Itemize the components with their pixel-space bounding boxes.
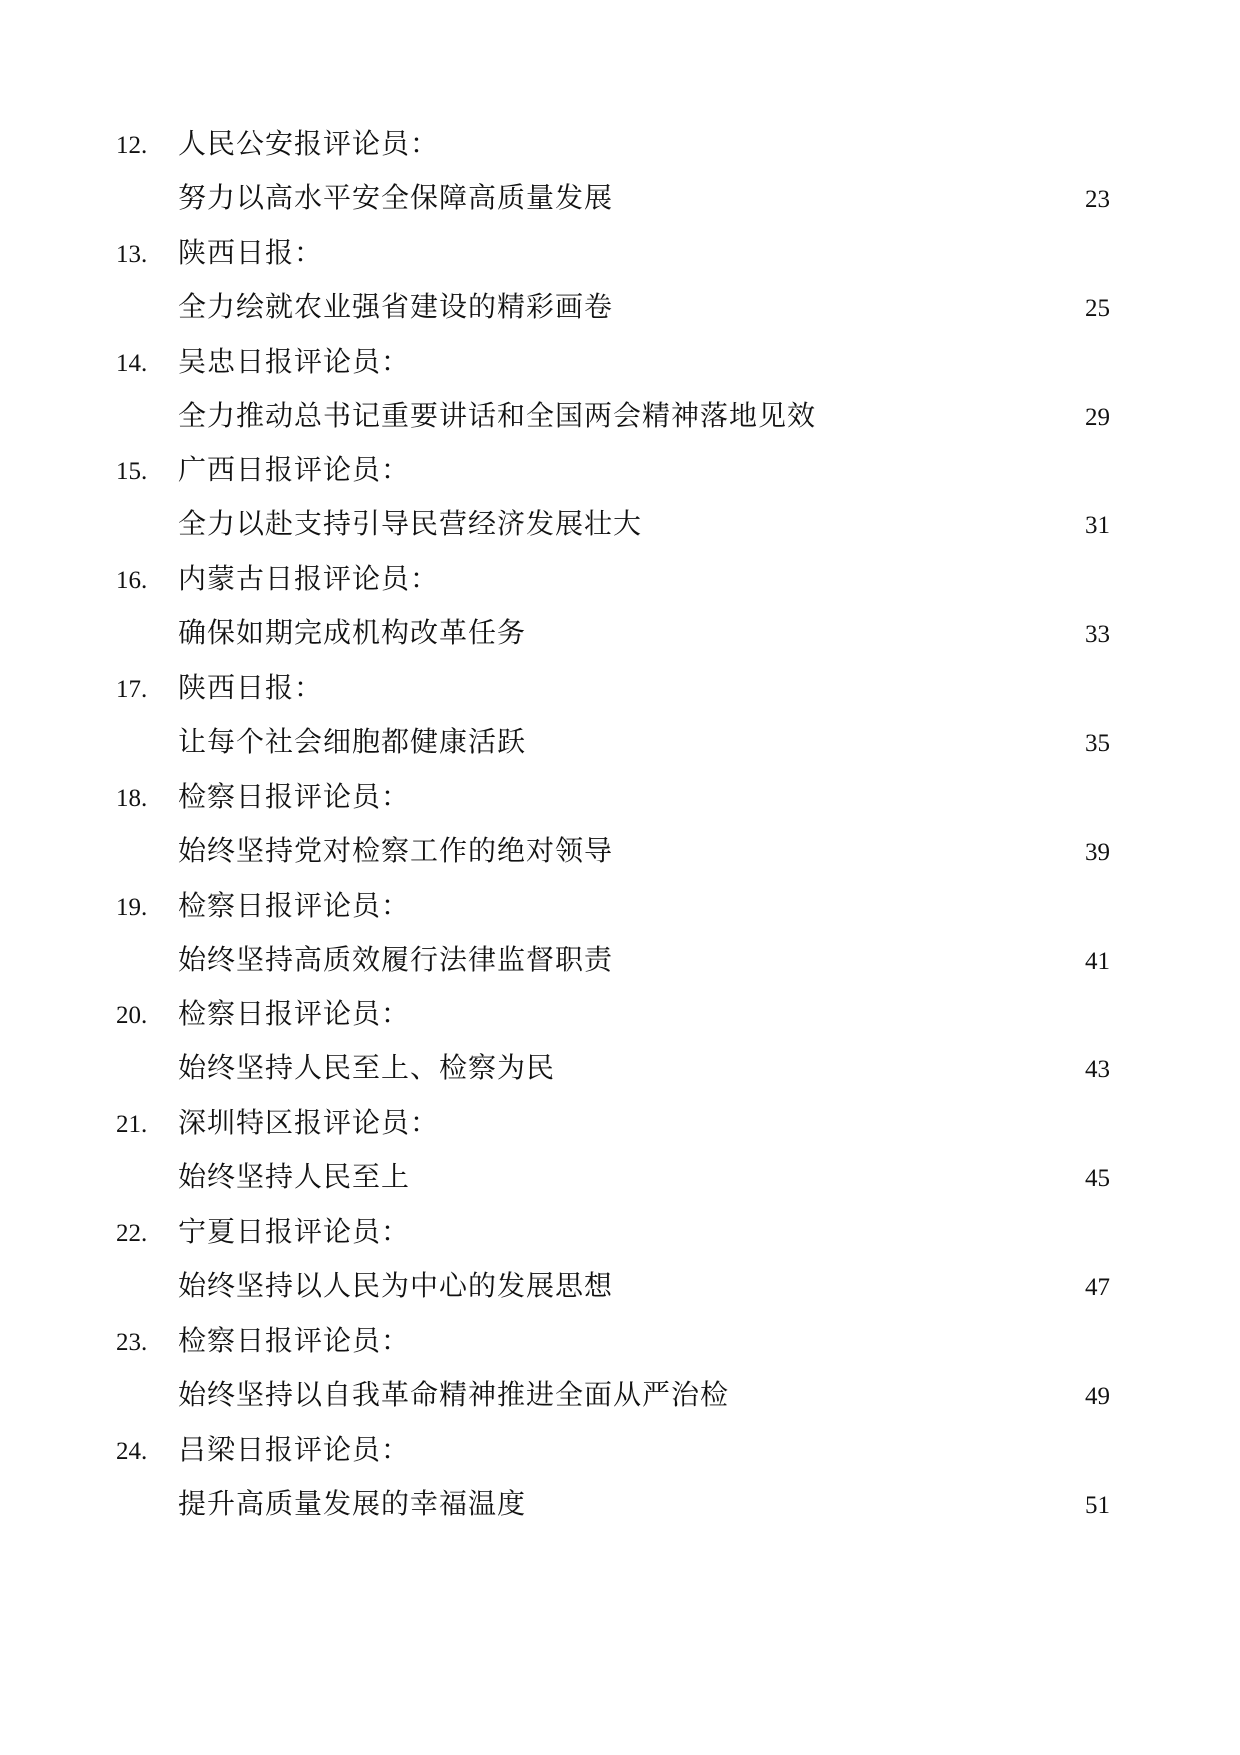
entry-number: 17. bbox=[116, 675, 148, 703]
entry-source: 内蒙古日报评论员： bbox=[178, 562, 440, 596]
toc-source-line bbox=[0, 669, 1240, 723]
toc-entry[interactable] bbox=[0, 1322, 1240, 1431]
toc-entry[interactable] bbox=[0, 560, 1240, 669]
entry-title[interactable]: 始终坚持以自我革命精神推进全面从严治检 bbox=[178, 1377, 730, 1411]
toc-source-line bbox=[0, 234, 1240, 288]
entry-title[interactable]: 提升高质量发展的幸福温度 bbox=[178, 1486, 527, 1520]
toc-entry[interactable] bbox=[0, 1431, 1240, 1540]
entry-number: 18. bbox=[116, 784, 148, 812]
entry-title[interactable]: 始终坚持高质效履行法律监督职责 bbox=[178, 942, 614, 976]
toc-entry[interactable] bbox=[0, 1213, 1240, 1322]
entry-title[interactable]: 始终坚持党对检察工作的绝对领导 bbox=[178, 833, 614, 867]
toc-entry[interactable] bbox=[0, 669, 1240, 778]
entry-title[interactable]: 确保如期完成机构改革任务 bbox=[178, 616, 527, 650]
entry-page-number: 31 bbox=[1085, 512, 1110, 540]
toc-entry[interactable] bbox=[0, 887, 1240, 996]
entry-source: 陕西日报： bbox=[178, 670, 324, 704]
toc-source-line bbox=[0, 1431, 1240, 1485]
toc-title-line[interactable] bbox=[0, 1376, 1240, 1430]
toc-entry[interactable] bbox=[0, 234, 1240, 343]
entry-page-number: 35 bbox=[1085, 729, 1110, 757]
entry-number: 20. bbox=[116, 1002, 148, 1030]
toc-title-line[interactable] bbox=[0, 614, 1240, 668]
toc-source-line bbox=[0, 887, 1240, 941]
entry-page-number: 23 bbox=[1085, 186, 1110, 213]
entry-number: 23. bbox=[116, 1328, 148, 1356]
entry-page-number: 33 bbox=[1085, 621, 1110, 649]
toc-entry[interactable] bbox=[0, 1104, 1240, 1213]
entry-title[interactable]: 始终坚持人民至上 bbox=[178, 1160, 411, 1194]
entry-number: 14. bbox=[116, 349, 148, 377]
toc-title-line[interactable] bbox=[0, 288, 1240, 342]
entry-page-number: 43 bbox=[1085, 1056, 1110, 1084]
toc-source-line bbox=[0, 1322, 1240, 1376]
entry-page-number: 49 bbox=[1085, 1382, 1110, 1410]
entry-source: 检察日报评论员： bbox=[178, 997, 411, 1031]
entry-source: 深圳特区报评论员： bbox=[178, 1106, 440, 1140]
entry-page-number: 39 bbox=[1085, 838, 1110, 866]
toc-title-line[interactable] bbox=[0, 397, 1240, 451]
entry-source: 吕梁日报评论员： bbox=[178, 1432, 411, 1466]
toc-source-line bbox=[0, 451, 1240, 505]
entry-title[interactable]: 始终坚持人民至上、检察为民 bbox=[178, 1051, 556, 1085]
entry-source: 陕西日报： bbox=[178, 235, 324, 269]
toc-entry[interactable] bbox=[0, 451, 1240, 560]
toc-entry[interactable] bbox=[0, 125, 1240, 234]
entry-page-number: 41 bbox=[1085, 947, 1110, 975]
entry-source: 人民公安报评论员： bbox=[178, 127, 440, 160]
entry-number: 13. bbox=[116, 240, 148, 268]
toc-title-line[interactable] bbox=[0, 832, 1240, 886]
toc-source-line bbox=[0, 1104, 1240, 1158]
entry-page-number: 47 bbox=[1085, 1273, 1110, 1301]
toc-source-line bbox=[0, 343, 1240, 397]
toc-title-line[interactable] bbox=[0, 1158, 1240, 1212]
entry-number: 22. bbox=[116, 1219, 148, 1247]
toc-source-line bbox=[0, 1213, 1240, 1267]
entry-title[interactable]: 全力推动总书记重要讲话和全国两会精神落地见效 bbox=[178, 398, 817, 432]
entry-title[interactable]: 努力以高水平安全保障高质量发展 bbox=[178, 181, 614, 214]
entry-title[interactable]: 让每个社会细胞都健康活跃 bbox=[178, 724, 527, 758]
entry-number: 21. bbox=[116, 1111, 148, 1139]
toc-source-line bbox=[0, 560, 1240, 614]
entry-source: 宁夏日报评论员： bbox=[178, 1214, 411, 1248]
entry-title[interactable]: 全力绘就农业强省建设的精彩画卷 bbox=[178, 289, 614, 323]
entry-page-number: 29 bbox=[1085, 403, 1110, 431]
toc-title-line[interactable] bbox=[0, 1049, 1240, 1103]
entry-source: 检察日报评论员： bbox=[178, 1323, 411, 1357]
entry-page-number: 25 bbox=[1085, 294, 1110, 322]
toc-source-line bbox=[0, 995, 1240, 1049]
entry-title[interactable]: 全力以赴支持引导民营经济发展壮大 bbox=[178, 507, 643, 541]
toc-title-line[interactable] bbox=[0, 723, 1240, 777]
entry-number: 12. bbox=[116, 132, 148, 159]
entry-number: 24. bbox=[116, 1437, 148, 1465]
entry-number: 15. bbox=[116, 458, 148, 486]
toc-title-line[interactable] bbox=[0, 941, 1240, 995]
entry-number: 19. bbox=[116, 893, 148, 921]
entry-page-number: 51 bbox=[1085, 1491, 1110, 1519]
toc-source-line bbox=[0, 778, 1240, 832]
toc-entry[interactable] bbox=[0, 343, 1240, 452]
toc-title-line[interactable] bbox=[0, 1485, 1240, 1539]
entry-page-number: 45 bbox=[1085, 1165, 1110, 1193]
toc-entry[interactable] bbox=[0, 995, 1240, 1104]
entry-source: 吴忠日报评论员： bbox=[178, 344, 411, 378]
toc-title-line[interactable] bbox=[0, 179, 1240, 233]
entry-source: 广西日报评论员： bbox=[178, 453, 411, 487]
entry-title[interactable]: 始终坚持以人民为中心的发展思想 bbox=[178, 1268, 614, 1302]
entry-source: 检察日报评论员： bbox=[178, 888, 411, 922]
toc-title-line[interactable] bbox=[0, 1267, 1240, 1321]
toc-entry[interactable] bbox=[0, 778, 1240, 887]
entry-number: 16. bbox=[116, 567, 148, 595]
table-of-contents bbox=[0, 125, 1240, 1539]
toc-title-line[interactable] bbox=[0, 505, 1240, 559]
entry-source: 检察日报评论员： bbox=[178, 779, 411, 813]
toc-source-line bbox=[0, 125, 1240, 179]
